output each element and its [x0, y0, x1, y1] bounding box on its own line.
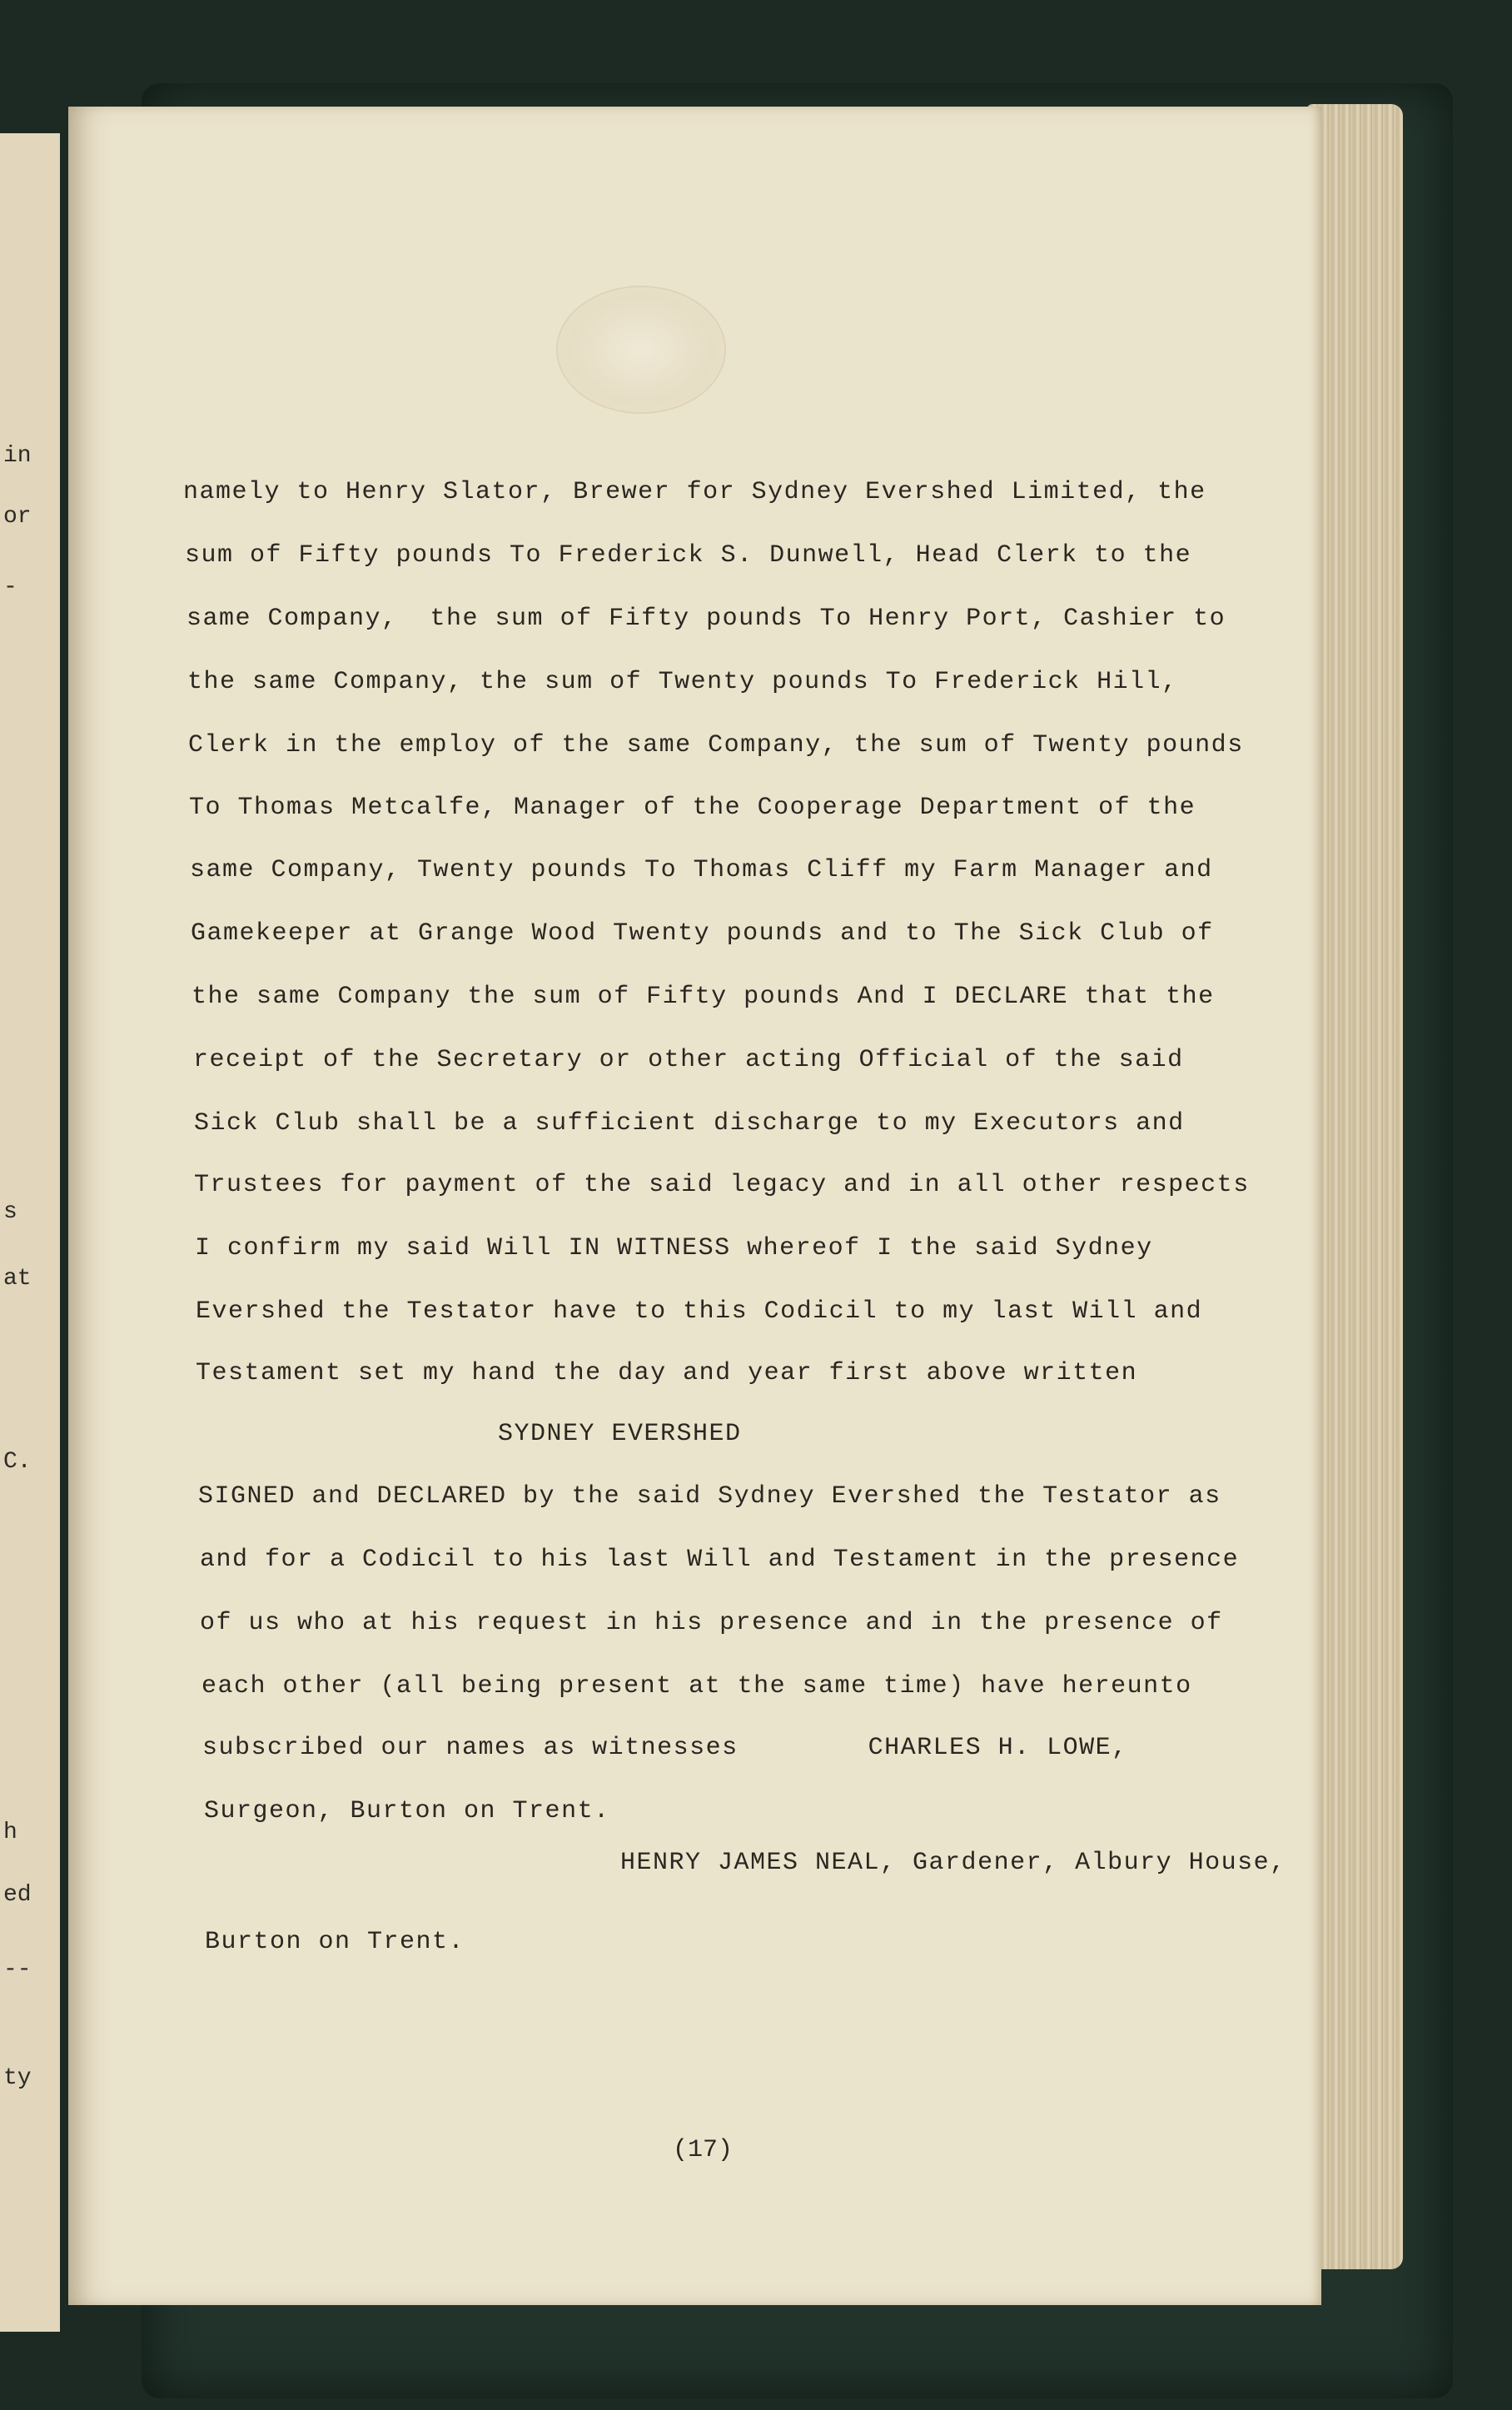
- page-number: (17): [673, 2136, 734, 2164]
- body-line: Sick Club shall be a sufficient discharge to my Executors and: [194, 1109, 1185, 1138]
- body-line: the same Company, the sum of Twenty pounds To Frederick Hill,: [187, 668, 1178, 696]
- body-line: receipt of the Secretary or other acting Official of the said: [193, 1046, 1184, 1074]
- previous-page: [0, 133, 60, 2332]
- embossed-seal-icon: [558, 287, 724, 412]
- body-line: sum of Fifty pounds To Frederick S. Dunwell, Head Clerk to the: [185, 541, 1192, 570]
- attestation-line: SIGNED and DECLARED by the said Sydney Evershed the Testator as: [198, 1482, 1221, 1511]
- body-line: I confirm my said Will IN WITNESS whereof I the said Sydney: [195, 1234, 1153, 1262]
- previous-page-fragment: --: [3, 1957, 32, 1983]
- previous-page-fragment: at: [3, 1266, 32, 1292]
- page-edges: [1307, 104, 1403, 2269]
- body-line: Trustees for payment of the said legacy and in all other respects: [194, 1171, 1250, 1199]
- previous-page-fragment: in: [3, 443, 32, 469]
- previous-page-fragment: ty: [3, 2065, 32, 2091]
- body-line: Testament set my hand the day and year first above written: [196, 1359, 1138, 1387]
- body-line: namely to Henry Slator, Brewer for Sydney Evershed Limited, the: [183, 478, 1206, 506]
- body-line: Clerk in the employ of the same Company, the sum of Twenty pounds: [188, 731, 1244, 759]
- witness-two-address: Burton on Trent.: [205, 1928, 465, 1956]
- previous-page-fragment: or: [3, 504, 32, 530]
- attestation-line: Surgeon, Burton on Trent.: [204, 1797, 610, 1825]
- attestation-line: each other (all being present at the same time) have hereunto: [201, 1672, 1192, 1700]
- body-line: Gamekeeper at Grange Wood Twenty pounds and to The Sick Club of: [191, 919, 1214, 948]
- body-line: To Thomas Metcalfe, Manager of the Cooperage Department of the: [189, 794, 1196, 822]
- previous-page-fragment: s: [3, 1199, 17, 1225]
- body-line: same Company, the sum of Fifty pounds To Henry Port, Cashier to: [187, 605, 1226, 633]
- body-line: Evershed the Testator have to this Codicil to my last Will and: [196, 1297, 1203, 1326]
- testator-signature: SYDNEY EVERSHED: [498, 1420, 742, 1448]
- previous-page-fragment: h: [3, 1820, 17, 1845]
- attestation-line: and for a Codicil to his last Will and Testament in the presence: [200, 1546, 1240, 1574]
- body-line: same Company, Twenty pounds To Thomas Cliff my Farm Manager and: [190, 856, 1213, 884]
- document-page: [68, 107, 1321, 2305]
- witness-two-line: HENRY JAMES NEAL, Gardener, Albury House,: [620, 1849, 1286, 1877]
- body-line: the same Company the sum of Fifty pounds And I DECLARE that the: [191, 983, 1215, 1011]
- previous-page-fragment: -: [3, 575, 17, 600]
- previous-page-fragment: ed: [3, 1882, 32, 1908]
- attestation-line: of us who at his request in his presence and in the presence of: [200, 1609, 1223, 1637]
- previous-page-fragment: C.: [3, 1449, 32, 1475]
- attestation-line: subscribed our names as witnesses CHARLES H. LOWE,: [202, 1734, 1128, 1762]
